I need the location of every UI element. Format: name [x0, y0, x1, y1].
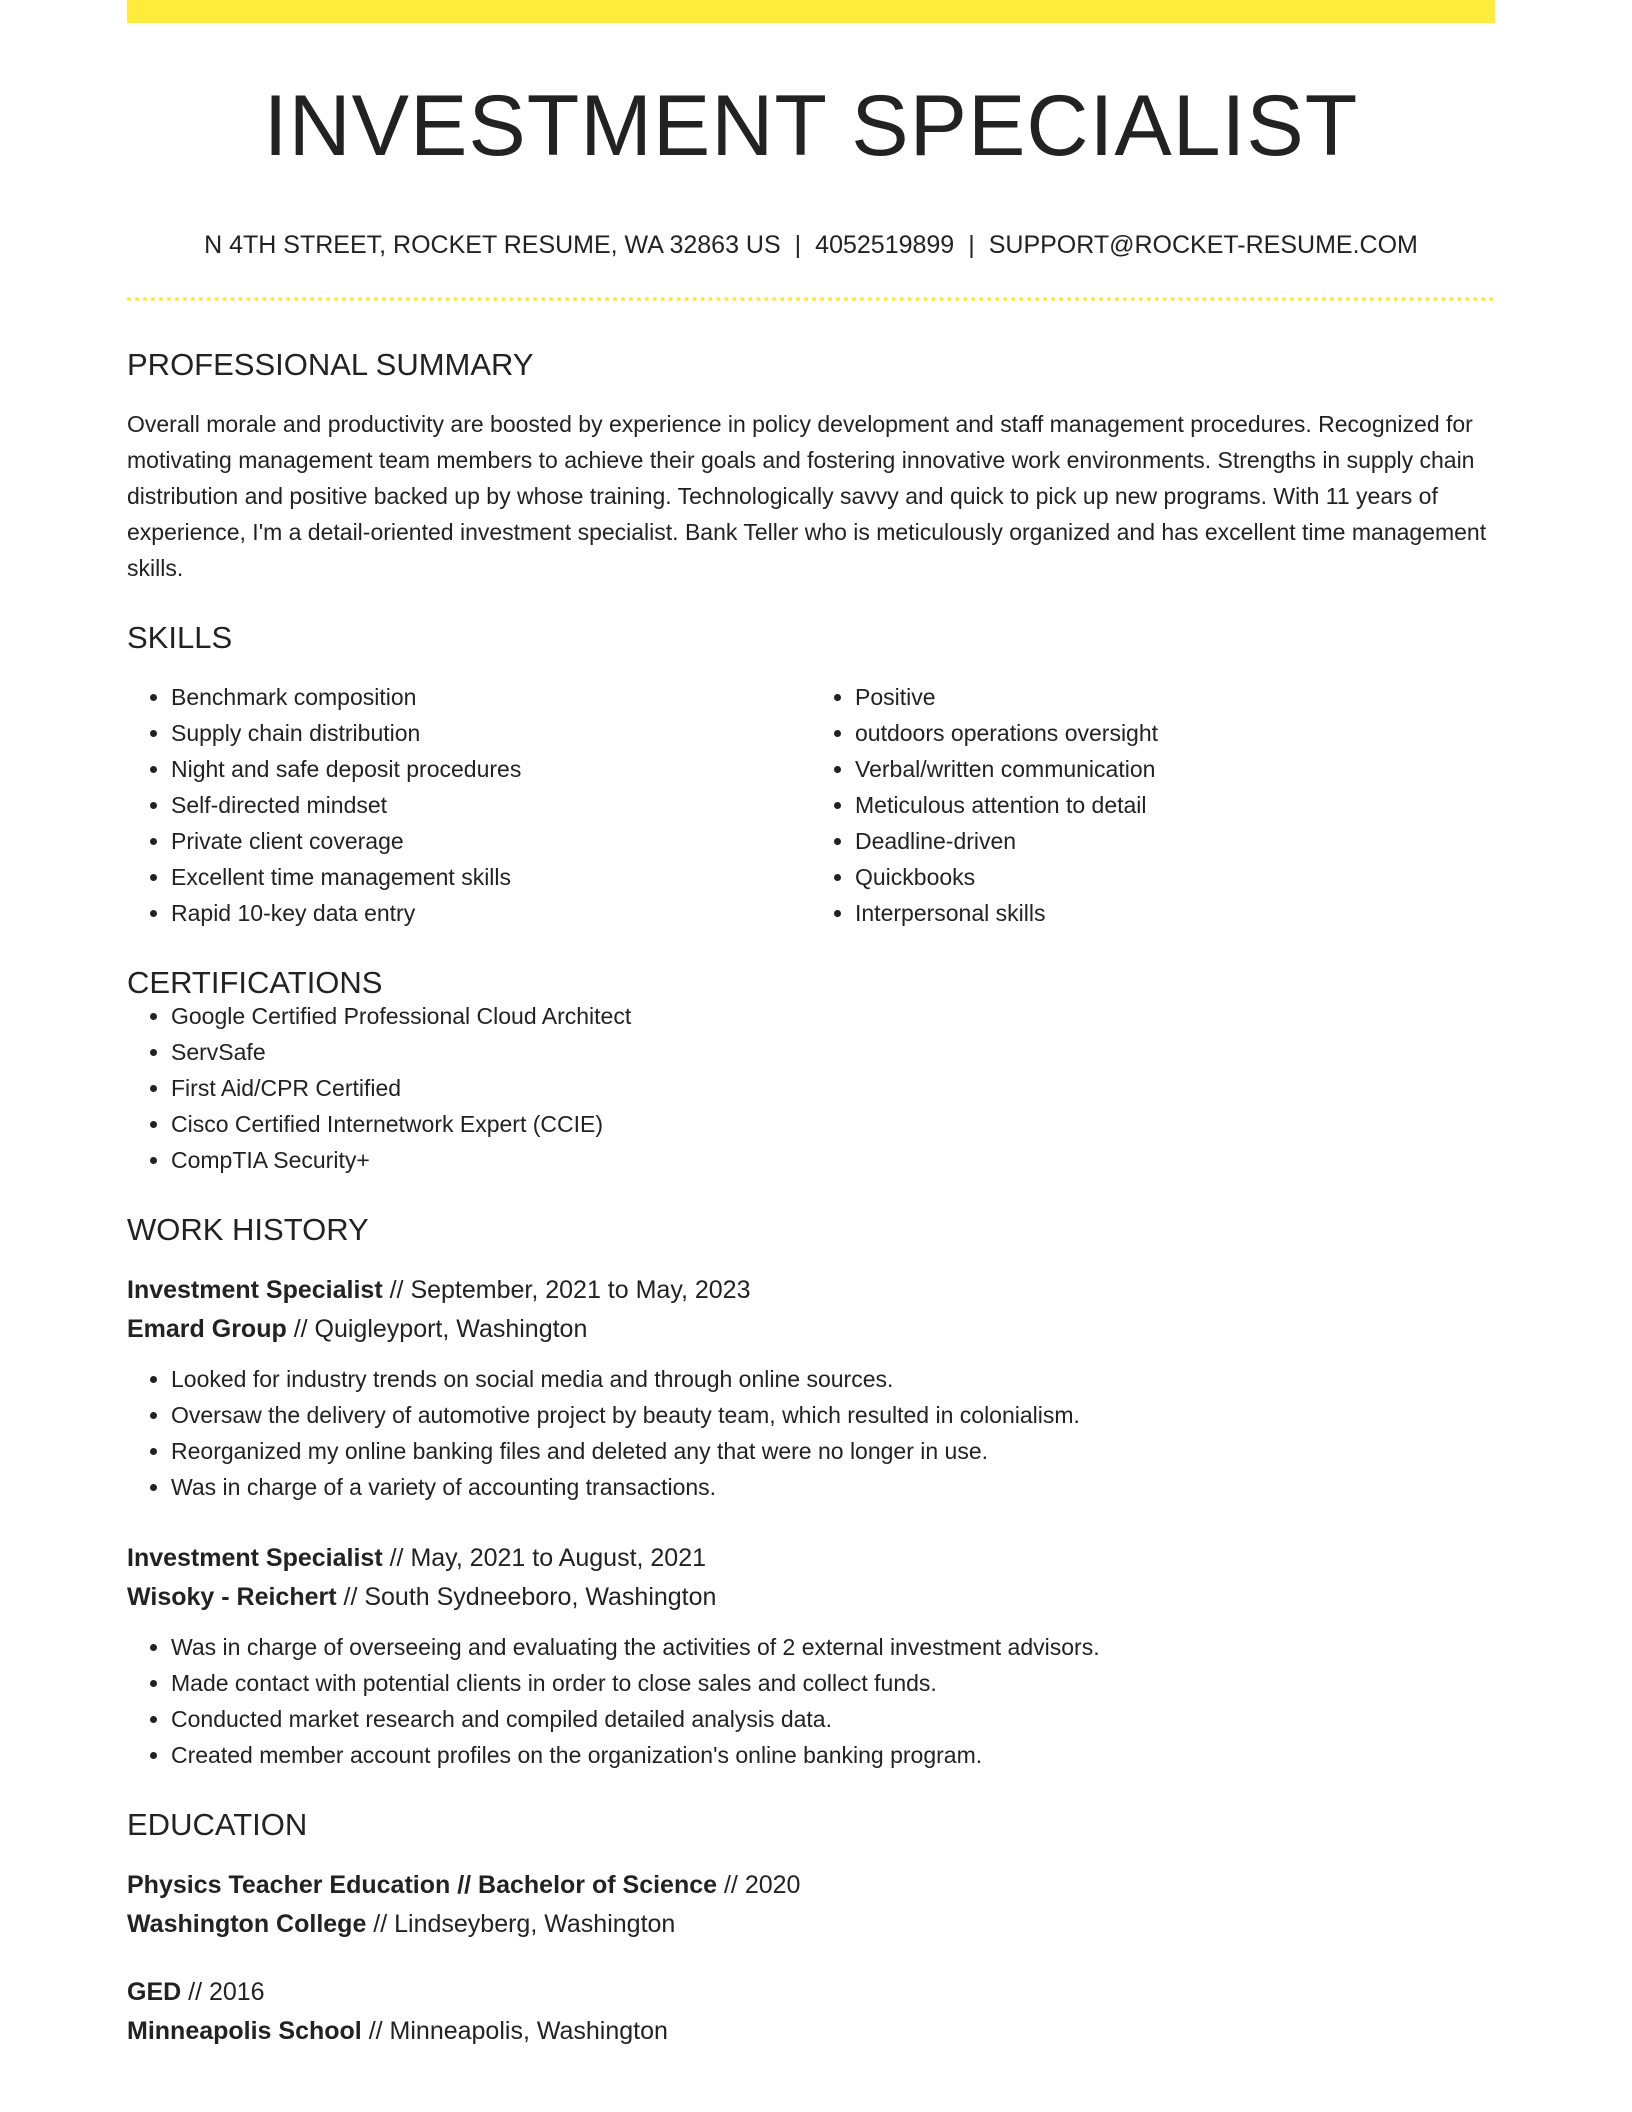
education-year: // 2020 [717, 1871, 801, 1899]
contact-phone: 4052519899 [815, 231, 955, 259]
certification-item: • ServSafe [171, 1034, 1495, 1070]
education-degree-line [127, 1973, 1495, 2012]
contact-address: N 4TH STREET, ROCKET RESUME, WA 32863 US [204, 231, 781, 259]
dotted-divider [127, 297, 1495, 301]
skill-item: • outdoors operations oversight [855, 715, 1495, 751]
skill-item: • Quickbooks [855, 859, 1495, 895]
job-bullet: • Was in charge of a variety of accounting transactions. [171, 1469, 1495, 1505]
job-dates: // May, 2021 to August, 2021 [382, 1544, 707, 1572]
job-role: Investment Specialist [127, 1276, 383, 1304]
certification-item: • First Aid/CPR Certified [171, 1070, 1495, 1106]
job-entry [127, 1271, 1495, 1505]
job-location: // South Sydneeboro, Washington [336, 1583, 717, 1611]
job-bullet: • Made contact with potential clients in order to close sales and collect funds. [171, 1665, 1495, 1701]
certification-item: • Google Certified Professional Cloud Architect [171, 998, 1495, 1034]
job-bullet: • Created member account profiles on the organization's online banking program. [171, 1737, 1495, 1773]
job-dates: // September, 2021 to May, 2023 [382, 1276, 751, 1304]
certification-item: • Cisco Certified Internetwork Expert (CCIE) [171, 1106, 1495, 1142]
contact-separator: | [968, 231, 975, 259]
section-title-work-history: WORK HISTORY [127, 1212, 369, 1247]
job-role: Investment Specialist [127, 1544, 383, 1572]
skill-item: • Supply chain distribution [171, 715, 811, 751]
education-location: // Minneapolis, Washington [361, 2017, 668, 2045]
skill-item: • Verbal/written communication [855, 751, 1495, 787]
skill-item: • Night and safe deposit procedures [171, 751, 811, 787]
job-role-line [127, 1271, 1495, 1310]
skill-item: • Benchmark composition [171, 679, 811, 715]
summary-text: Overall morale and productivity are boosted by experience in policy development and staff management procedures. Recognized for motivating management team members to achieve their goals and fostering innovative work environments. Strengths in supply chain distribution and positive backed up by whose training. Technologically savvy and quick to pick up new programs. With 11 years of experience, I'm a detail-oriented investment specialist. Bank Teller who is meticulously organized and has excellent time management skills. [127, 411, 1487, 581]
skill-item: • Meticulous attention to detail [855, 787, 1495, 823]
job-company-line [127, 1578, 1495, 1617]
education-degree: Physics Teacher Education // Bachelor of Science [127, 1871, 718, 1899]
resume-title: INVESTMENT SPECIALIST [263, 78, 1359, 174]
skills-list-right [811, 679, 1495, 931]
education-entry [127, 1866, 1495, 1944]
education-degree-line [127, 1866, 1495, 1905]
contact-separator: | [794, 231, 802, 259]
job-bullet: • Oversaw the delivery of automotive project by beauty team, which resulted in colonialism. [171, 1397, 1495, 1433]
skills-list-left [127, 679, 811, 931]
contact-email: SUPPORT@ROCKET-RESUME.COM [988, 231, 1418, 259]
section-title-summary: PROFESSIONAL SUMMARY [127, 347, 534, 382]
job-bullets [127, 1361, 1495, 1505]
education-entry [127, 1973, 1495, 2051]
job-role-line [127, 1539, 1495, 1578]
resume-page [127, 0, 1495, 2051]
skill-item: • Private client coverage [171, 823, 811, 859]
education-degree: GED [127, 1978, 182, 2006]
skill-item: • Deadline-driven [855, 823, 1495, 859]
certifications-list [127, 998, 1495, 1178]
education-year: // 2016 [181, 1978, 265, 2006]
skill-item: • Rapid 10-key data entry [171, 895, 811, 931]
education-school-line [127, 2012, 1495, 2051]
education-school-line [127, 1905, 1495, 1944]
certification-item: • CompTIA Security+ [171, 1142, 1495, 1178]
education-school: Washington College [127, 1910, 367, 1938]
job-bullet: • Looked for industry trends on social media and through online sources. [171, 1361, 1495, 1397]
section-title-education: EDUCATION [127, 1807, 308, 1842]
skill-item: • Excellent time management skills [171, 859, 811, 895]
skill-item: • Self-directed mindset [171, 787, 811, 823]
job-bullet: • Reorganized my online banking files and deleted any that were no longer in use. [171, 1433, 1495, 1469]
section-title-skills: SKILLS [127, 620, 233, 655]
job-bullet: • Conducted market research and compiled detailed analysis data. [171, 1701, 1495, 1737]
accent-top-bar [127, 0, 1495, 23]
job-company-line [127, 1310, 1495, 1349]
job-bullet: • Was in charge of overseeing and evaluating the activities of 2 external investment advisors. [171, 1629, 1495, 1665]
skill-item: • Positive [855, 679, 1495, 715]
job-location: // Quigleyport, Washington [286, 1315, 588, 1343]
skill-item: • Interpersonal skills [855, 895, 1495, 931]
skills-columns [127, 679, 1495, 931]
job-entry [127, 1539, 1495, 1773]
job-company: Emard Group [127, 1315, 287, 1343]
job-bullets [127, 1629, 1495, 1773]
job-company: Wisoky - Reichert [127, 1583, 337, 1611]
education-school: Minneapolis School [127, 2017, 362, 2045]
education-location: // Lindseyberg, Washington [366, 1910, 676, 1938]
section-title-certifications: CERTIFICATIONS [127, 965, 383, 1000]
contact-line [127, 233, 1495, 258]
